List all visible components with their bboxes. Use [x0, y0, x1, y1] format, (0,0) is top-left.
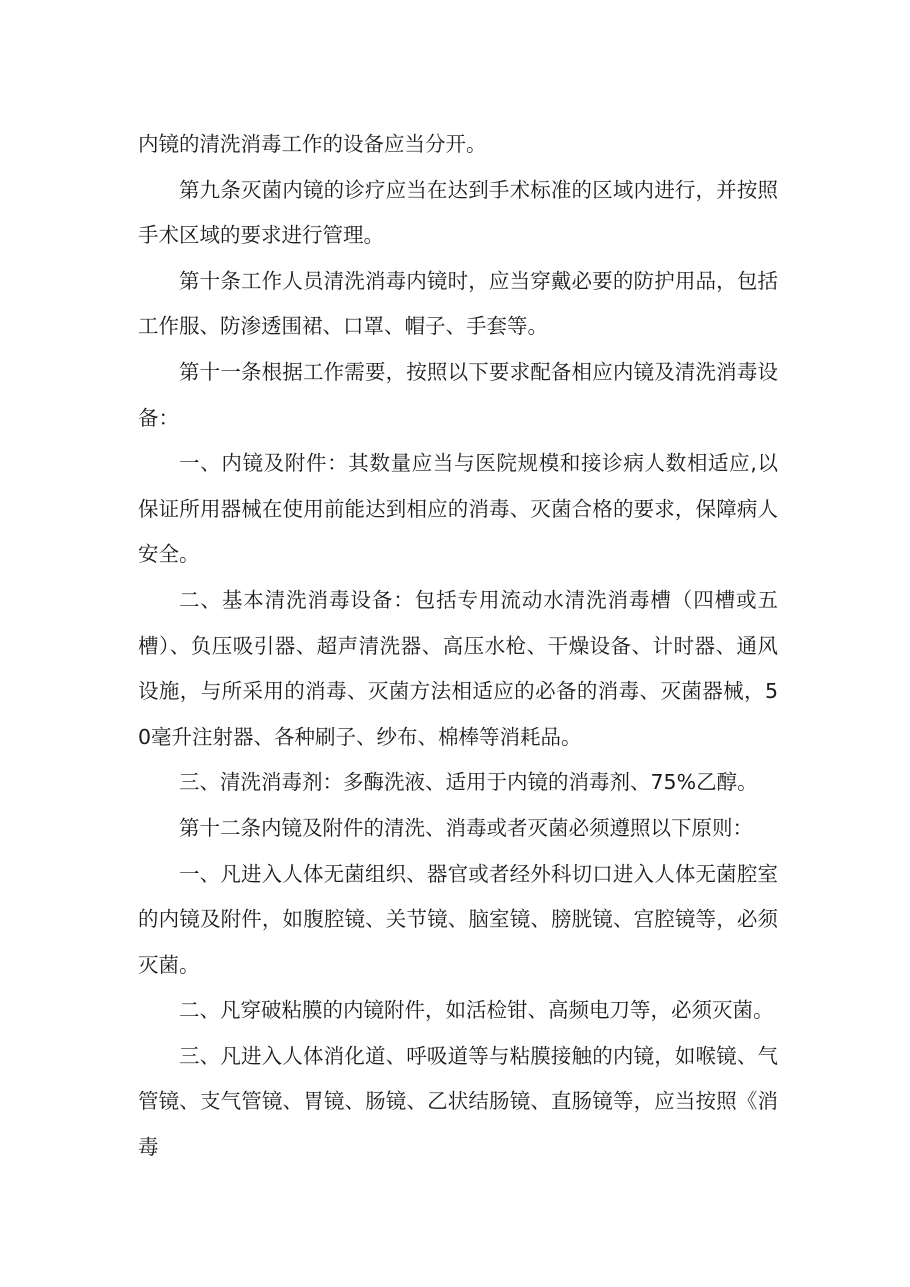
paragraph-article-11-item-1: 一、内镜及附件：其数量应当与医院规模和接诊病人数相适应,以保证所用器械在使用前能达到相应的消毒、灭菌合格的要求，保障病人安全。 — [138, 451, 778, 567]
document-body — [138, 122, 778, 1171]
paragraph-article-11: 第十一条根据工作需要，按照以下要求配备相应内镜及清洗消毒设备： — [138, 359, 778, 430]
paragraph-article-12-item-3: 三、凡进入人体消化道、呼吸道等与粘膜接触的内镜，如喉镜、气管镜、支气管镜、胃镜、肠镜、乙状结肠镜、直肠镜等，应当按照《消毒 — [138, 1043, 778, 1160]
paragraph-continuation: 内镜的清洗消毒工作的设备应当分开。 — [138, 132, 487, 156]
paragraph-article-12: 第十二条内镜及附件的清洗、消毒或者灭菌必须遵照以下原则： — [179, 815, 753, 840]
paragraph-article-10: 第十条工作人员清洗消毒内镜时，应当穿戴必要的防护用品，包括工作服、防渗透围裙、口罩、帽子、手套等。 — [138, 268, 778, 339]
paragraph-article-11-item-2: 二、基本清洗消毒设备：包括专用流动水清洗消毒槽（四槽或五槽）、负压吸引器、超声清洗器、高压水枪、干燥设备、计时器、通风设施，与所采用的消毒、灭菌方法相适应的必备的消毒、灭菌器械，50毫升注射器、各种刷子、纱布、棉棒等消耗品。 — [138, 587, 778, 749]
paragraph-article-9: 第九条灭菌内镜的诊疗应当在达到手术标准的区域内进行，并按照手术区域的要求进行管理。 — [138, 177, 778, 248]
paragraph-article-12-item-2: 二、凡穿破粘膜的内镜附件，如活检钳、高频电刀等，必须灭菌。 — [179, 998, 774, 1023]
paragraph-article-11-item-3: 三、清洗消毒剂：多酶洗液、适用于内镜的消毒剂、75%乙醇。 — [179, 770, 758, 795]
paragraph-article-12-item-1: 一、凡进入人体无菌组织、器官或者经外科切口进入人体无菌腔室的内镜及附件，如腹腔镜、关节镜、脑室镜、膀胱镜、宫腔镜等，必须灭菌。 — [138, 861, 778, 977]
